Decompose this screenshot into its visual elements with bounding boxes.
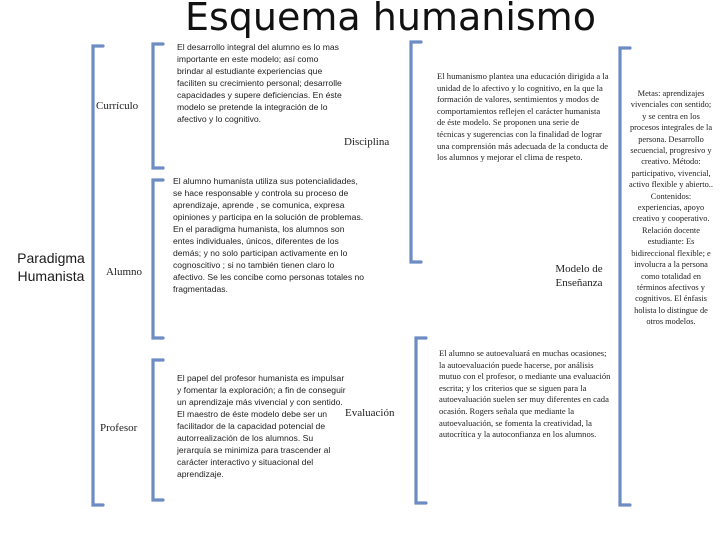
label-disciplina: Disciplina <box>344 136 390 148</box>
branch-label-profesor: Profesor <box>100 422 138 434</box>
root-line2: Humanista <box>17 268 85 284</box>
bracket-evaluacion <box>416 338 426 503</box>
note-profesor: El papel del profesor humanista es impulsar y fomentar la exploración; a fin de conseguir un aprendizaje más vivencial y con sentido. El maestro de éste modelo debe ser un facilitador de la capacidad potencial de autorrealización de los alumnos. Su jerarquía se minimiza para trascender al carácter interactivo y situacional del aprendizaje. <box>177 373 346 479</box>
bracket-curriculo <box>153 44 163 168</box>
branch-label-alumno: Alumno <box>106 266 143 278</box>
page-title: Esquema humanismo <box>185 0 596 39</box>
note-modelo: Metas: aprendizajes vivenciales con sentido; y se centra en los procesos integrales de la persona. Desarrollo secuencial, progresivo y creativo. Método: participativo, vivencial, activo flexible y abierto.. Contenidos: experiencias, apoyo creativo y cooperativo. Relación docente estudiante: Es bidireccional flexible; e involucra a la persona como totalidad en términos afectivos y cognitivos. El énfasis holista lo distingue de otros modelos. <box>629 89 713 327</box>
note-disciplina: El humanismo plantea una educación dirigida a la unidad de lo afectivo y lo cognitivo, en la que la formación de valores, sentimientos y modos de comportamientos reflejen el carácter humanista de éste modelo. Se proponen una serie de técnicas y sugerencias con la finalidad de lograr una comprensión más adecuada de la conducta de los alumnos y mejorar el clima de respeto. <box>437 71 609 163</box>
root-line1: Paradigma <box>17 250 85 266</box>
label-modelo-line1: Modelo de <box>555 263 603 275</box>
label-modelo-line2: Enseñanza <box>555 277 603 289</box>
bracket-disciplina <box>411 42 421 262</box>
bracket-profesor <box>153 360 163 500</box>
note-alumno: El alumno humanista utiliza sus potencialidades, se hace responsable y controla su proceso de aprendizaje, aprende , se comunica, expresa opiniones y participa en la solución de problemas. En el paradigma humanista, los alumnos son entes individuales, únicos, diferentes de los demás; y no solo participan activamente en lo cognoscitivo ; si no también tienen claro lo afectivo. Se les concibe como personas totales no fragmentadas. <box>173 176 365 294</box>
label-evaluacion: Evaluación <box>345 407 395 419</box>
root-node <box>6 249 96 285</box>
bracket-alumno <box>153 180 163 338</box>
branch-label-curriculo: Currículo <box>96 100 139 112</box>
note-evaluacion: El alumno se autoevaluará en muchas ocasiones; la autoevaluación puede hacerse, por análisis mutuo con el profesor, o mediante una evaluación escrita; y los criterios que se siguen para la autoevaluación suelen ser muy diferentes en cada ocasión. Rogers señala que mediante la autoevaluación, se fomenta la creatividad, la autocrítica y la autoconfianza en los alumnos. <box>439 348 611 440</box>
label-modelo-ensenanza <box>545 262 613 290</box>
note-curriculo: El desarrollo integral del alumno es lo mas importante en este modelo; así como brindar al estudiante experiencias que faciliten su crecimiento personal; desarrolle capacidades y supere deficiencias. En éste modelo se pretende la integración de lo afectivo y lo cognitivo. <box>177 42 342 124</box>
